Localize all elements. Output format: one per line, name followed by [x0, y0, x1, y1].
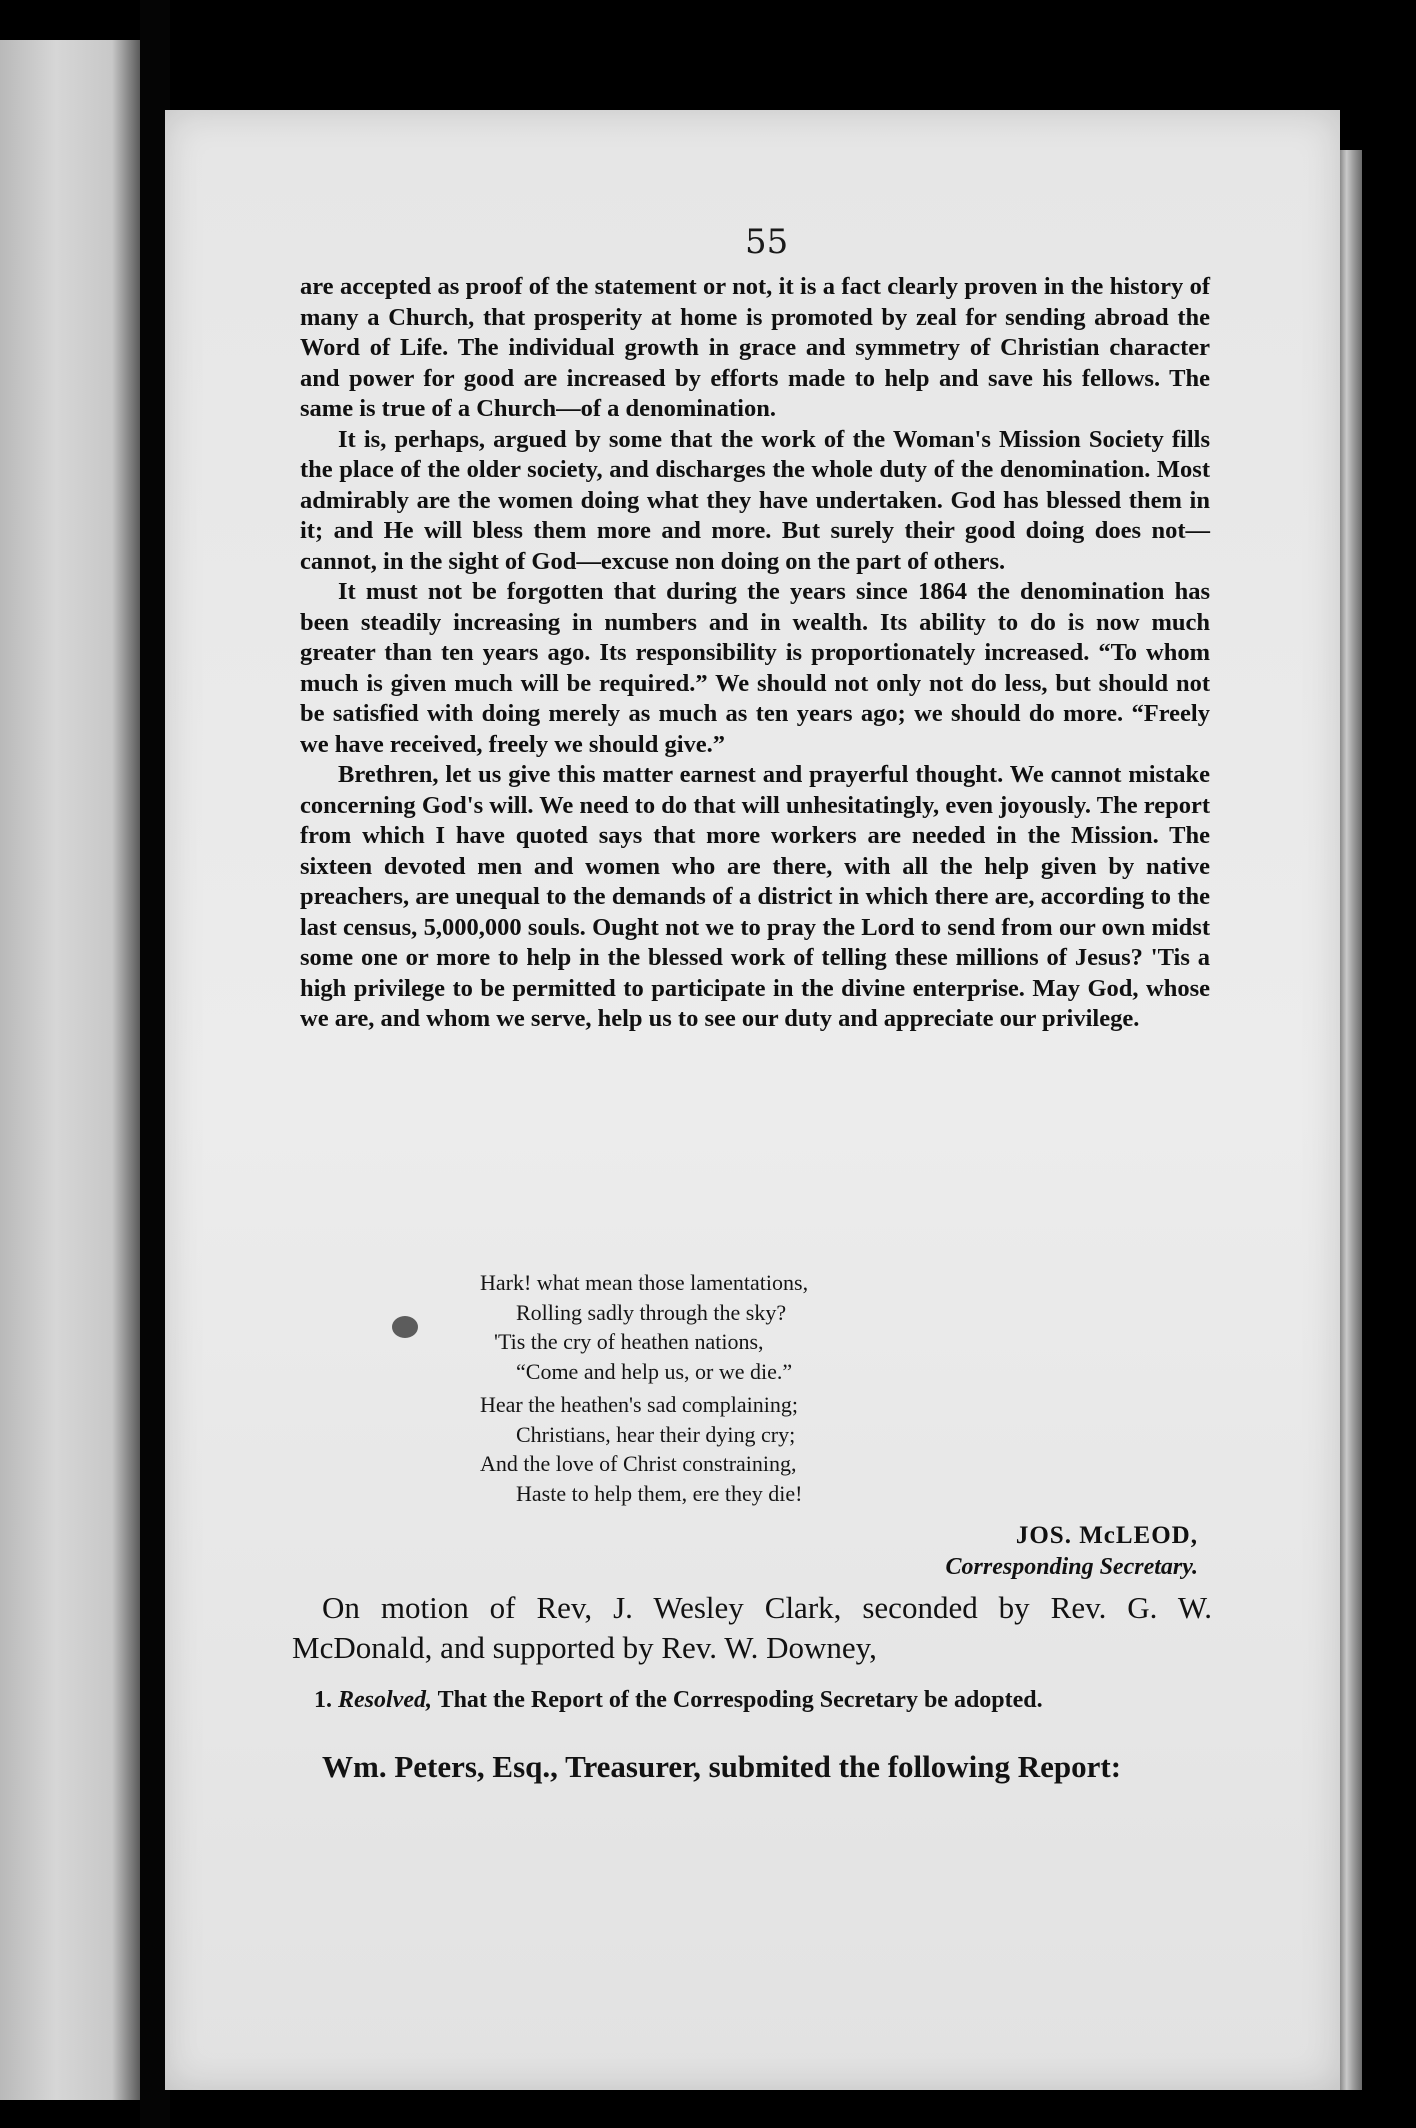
resolution	[292, 1686, 1212, 1715]
page-number: 55	[745, 222, 789, 262]
hymn-line: Rolling sadly through the sky?	[516, 1299, 787, 1325]
hymn-line: Christians, hear their dying cry;	[516, 1421, 796, 1447]
paragraph: It must not be forgotten that during the years since 1864 the denomination has been steadily increasing in numbers and in wealth. Its ability to do is now much greater than ten years ago. Its responsibility is proportionately increased. “To whom much is given much will be required.” We should not only not do less, but should not be satisfied with doing merely as much as ten years ago; we should do more. “Freely we have received, freely we should give.”	[300, 578, 1210, 758]
motion-text	[292, 1588, 1212, 1668]
paragraph: Brethren, let us give this matter earnest and prayerful thought. We cannot mistake concerning God's will. We need to do that will unhesitatingly, even joyously. The report from which I have quoted says that more workers are needed in the Mission. The sixteen devoted men and women who are there, with all the help given by native preachers, are unequal to the demands of a district in which there are, according to the last census, 5,000,000 souls. Ought not we to pray the Lord to send from our own midst some one or more to help in the blessed work of telling these millions of Jesus? 'Tis a high privilege to be permitted to participate in the divine enterprise. May God, whose we are, and whom we serve, help us to see our duty and appreciate our privilege.	[300, 761, 1210, 1032]
hymn-stanza	[480, 1268, 1080, 1386]
signatory-title: Corresponding Secretary.	[945, 1554, 1198, 1580]
resolution-number: 1.	[314, 1687, 332, 1713]
hymn-line: And the love of Christ constraining,	[480, 1451, 797, 1476]
hymn-line: 'Tis the cry of heathen nations,	[494, 1329, 764, 1354]
resolution-label: Resolved,	[338, 1687, 432, 1713]
paragraph: are accepted as proof of the statement or not, it is a fact clearly proven in the history of many a Church, that prosperity at home is promoted by zeal for sending abroad the Word of Life. The individual growth in grace and symmetry of Christian character and power for good are increased by efforts made to help and save his fellows. The same is true of a Church—of a denomination.	[300, 273, 1210, 422]
resolution-text: That the Report of the Correspoding Secretary be adopted.	[437, 1687, 1043, 1713]
motion-paragraph: On motion of Rev, J. Wesley Clark, seconded by Rev. G. W. McDonald, and supported by Rev. W. Downey,	[292, 1590, 1212, 1665]
hymn-line: Hark! what mean those lamentations,	[480, 1270, 809, 1295]
hymn-stanza	[480, 1390, 1080, 1508]
hymn-verse-block	[480, 1268, 1080, 1512]
treasurer-intro	[292, 1748, 1212, 1786]
facing-page-edge	[0, 40, 140, 2100]
paragraph: It is, perhaps, argued by some that the work of the Woman's Mission Society fills the place of the older society, and discharges the whole duty of the denomination. Most admirably are the women doing what they have undertaken. God has blessed them in it; and He will bless them more and more. But surely their good doing does not—cannot, in the sight of God—excuse non doing on the part of others.	[300, 425, 1210, 575]
treasurer-paragraph: Wm. Peters, Esq., Treasurer, submited the following Report:	[322, 1749, 1122, 1784]
report-body	[300, 272, 1210, 1035]
ink-blot	[392, 1316, 418, 1338]
signatory-name: JOS. McLEOD,	[1015, 1522, 1198, 1549]
hymn-line: Haste to help them, ere they die!	[516, 1480, 803, 1506]
resolution-paragraph	[292, 1686, 1212, 1715]
page-stack-edge	[1340, 150, 1362, 2090]
hymn-line: “Come and help us, or we die.”	[516, 1358, 793, 1384]
hymn-line: Hear the heathen's sad complaining;	[480, 1392, 798, 1417]
signature-block	[946, 1520, 1198, 1582]
